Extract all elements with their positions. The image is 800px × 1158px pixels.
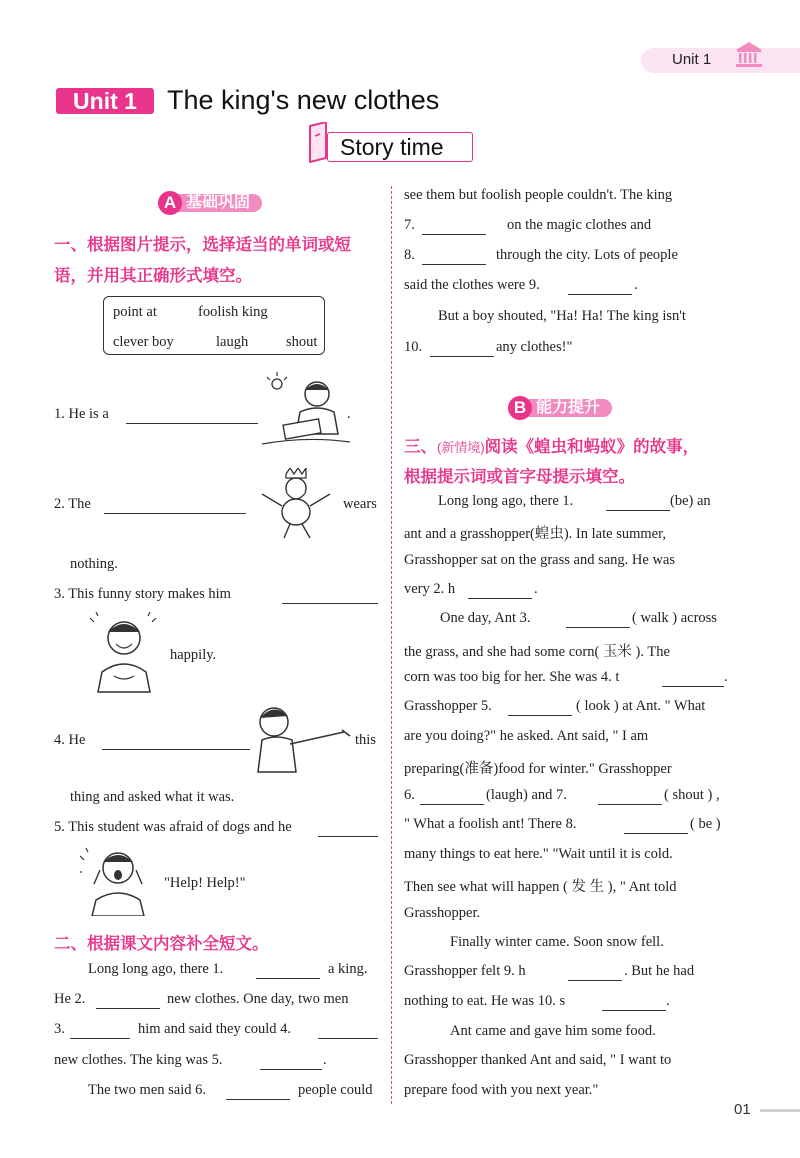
column-divider [391, 186, 392, 1104]
story-text: Grasshopper. [404, 905, 481, 921]
passage-text: new clothes. The king was 5. [54, 1052, 223, 1068]
passage-blank-1[interactable] [256, 964, 320, 979]
section-a-letter: A [158, 191, 182, 215]
passage-text: new clothes. One day, two men [167, 991, 349, 1007]
question-1-text: 1. He is a [54, 406, 109, 422]
passage-blank-8[interactable] [422, 250, 486, 265]
question-2-end: nothing. [70, 556, 118, 572]
section-a-badge [158, 191, 262, 215]
part3-heading-number: 三、 [404, 438, 437, 456]
passage-text: He 2. [54, 991, 86, 1007]
story-text: ant and a grasshopper(蝗虫). In late summer, [404, 526, 666, 542]
story-text: Finally winter came. Soon snow fell. [450, 934, 664, 950]
passage-text: 3. [54, 1021, 65, 1037]
section-b-badge [508, 396, 612, 420]
scared-student-illustration [80, 844, 156, 916]
passage-text: . [634, 277, 638, 293]
passage-text: The two men said 6. [88, 1082, 206, 1098]
story-text: nothing to eat. He was 10. s [404, 993, 566, 1009]
story-text: ( shout ) , [664, 787, 720, 803]
page-number: 01 [734, 1101, 751, 1118]
story-text: (laugh) and 7. [486, 787, 567, 803]
story-text: Grasshopper felt 9. h [404, 963, 526, 979]
clever-boy-illustration [262, 372, 352, 450]
story-blank-9[interactable] [568, 966, 622, 981]
story-text: Long long ago, there 1. [438, 493, 574, 509]
word-bank-item: shout [286, 334, 318, 350]
part1-heading-line2: 语，并用其正确形式填空。 [54, 267, 252, 285]
king-illustration [256, 468, 336, 540]
part2-heading: 二、根据课文内容补全短文。 [54, 935, 269, 953]
story-blank-2[interactable] [468, 584, 532, 599]
story-text: ( look ) at Ant. " What [576, 698, 706, 714]
word-bank-item: laugh [216, 334, 249, 350]
passage-text: on the magic clothes and [507, 217, 652, 233]
question-3-text: 3. This funny story makes him [54, 586, 231, 602]
passage-text: said the clothes were 9. [404, 277, 540, 293]
question-4-end: thing and asked what it was. [70, 789, 235, 805]
part1-heading-line1: 一、根据图片提示，选择适当的单词或短 [54, 236, 351, 254]
answer-blank-4[interactable] [102, 735, 250, 750]
story-time-label: Story time [340, 134, 444, 160]
passage-blank-7[interactable] [422, 220, 486, 235]
question-2-text: 2. The [54, 496, 91, 512]
story-text: 6. [404, 787, 415, 803]
question-4-text: 4. He [54, 732, 86, 748]
story-text: Ant came and gave him some food. [450, 1023, 656, 1039]
passage-blank-6[interactable] [226, 1085, 290, 1100]
story-text: Then see what will happen ( 发 生 ), " Ant told [404, 879, 677, 895]
passage-blank-2[interactable] [96, 994, 160, 1009]
page-number-rule [760, 1109, 800, 1112]
story-text: ( be ) [690, 816, 721, 832]
story-text: very 2. h [404, 581, 456, 597]
part3-heading-line2: 根据提示词或首字母提示填空。 [404, 468, 635, 486]
story-text: . [724, 669, 728, 685]
story-text: Grasshopper 5. [404, 698, 492, 714]
passage-text: 8. [404, 247, 415, 263]
answer-blank-5[interactable] [318, 822, 378, 837]
question-5-text: 5. This student was afraid of dogs and he [54, 819, 292, 835]
temple-icon [734, 40, 764, 70]
answer-blank-1[interactable] [126, 409, 258, 424]
passage-blank-4[interactable] [318, 1024, 378, 1039]
question-3-end: happily. [170, 647, 217, 663]
part3-heading-line1 [404, 433, 699, 457]
word-bank-item: point at [113, 304, 157, 320]
passage-text: people could [298, 1082, 373, 1098]
unit-badge: Unit 1 [56, 88, 154, 114]
story-blank-7[interactable] [598, 790, 662, 805]
section-b-letter: B [508, 396, 532, 420]
story-text: preparing(准备)food for winter." Grasshopper [404, 761, 672, 777]
passage-text: . [323, 1052, 327, 1068]
passage-text: 7. [404, 217, 415, 233]
passage-text: through the city. Lots of people [496, 247, 678, 263]
passage-text: Long long ago, there 1. [88, 961, 224, 977]
story-blank-10[interactable] [602, 996, 666, 1011]
part3-heading-text: 阅读《蝗虫和蚂蚁》的故事， [484, 438, 700, 456]
section-b-label: 能力提升 [524, 399, 612, 417]
story-text: . [534, 581, 538, 597]
question-4-mid: this [355, 732, 376, 748]
passage-blank-3[interactable] [70, 1024, 130, 1039]
story-text: are you doing?" he asked. Ant said, " I am [404, 728, 649, 744]
passage-text: any clothes!" [496, 339, 573, 355]
answer-blank-2[interactable] [104, 499, 246, 514]
pointing-boy-illustration [252, 700, 352, 776]
story-text: Grasshopper sat on the grass and sang. He was [404, 552, 676, 568]
story-text: the grass, and she had some corn( 玉米 ). The [404, 644, 670, 660]
story-text: " What a foolish ant! There 8. [404, 816, 577, 832]
story-blank-8[interactable] [624, 819, 688, 834]
unit-header-label: Unit 1 [672, 51, 712, 68]
story-blank-5[interactable] [508, 701, 572, 716]
story-text: ( walk ) across [632, 610, 717, 626]
story-text: prepare food with you next year." [404, 1082, 599, 1098]
passage-text: him and said they could 4. [138, 1021, 292, 1037]
word-bank-item: clever boy [113, 334, 174, 350]
story-text: One day, Ant 3. [440, 610, 531, 626]
passage-blank-9[interactable] [568, 280, 632, 295]
question-1-end: . [347, 406, 351, 422]
answer-blank-3[interactable] [282, 589, 378, 604]
unit-header-tab [641, 48, 800, 73]
story-text: corn was too big for her. She was 4. t [404, 669, 620, 685]
story-text: (be) an [670, 493, 711, 509]
page-title: The king's new clothes [167, 85, 440, 115]
question-5-end: "Help! Help!" [164, 875, 246, 891]
passage-blank-10[interactable] [430, 342, 494, 357]
story-blank-3[interactable] [566, 613, 630, 628]
story-blank-4[interactable] [662, 672, 724, 687]
story-text: Grasshopper thanked Ant and said, " I want to [404, 1052, 672, 1068]
story-blank-6[interactable] [420, 790, 484, 805]
passage-text: see them but foolish people couldn't. The king [404, 187, 673, 203]
passage-text: a king. [328, 961, 368, 977]
new-context-tag: (新情境) [437, 440, 485, 455]
story-text: many things to eat here." "Wait until it is cold. [404, 846, 673, 862]
story-text: . [666, 993, 670, 1009]
passage-text: But a boy shouted, "Ha! Ha! The king isn't [438, 308, 686, 324]
story-text: . But he had [624, 963, 695, 979]
word-bank-item: foolish king [198, 304, 268, 320]
passage-blank-5[interactable] [260, 1055, 322, 1070]
question-2-mid: wears [343, 496, 377, 512]
passage-text: 10. [404, 339, 423, 355]
section-a-label: 基础巩固 [174, 194, 262, 212]
story-blank-1[interactable] [606, 496, 670, 511]
laughing-person-illustration [88, 612, 160, 694]
